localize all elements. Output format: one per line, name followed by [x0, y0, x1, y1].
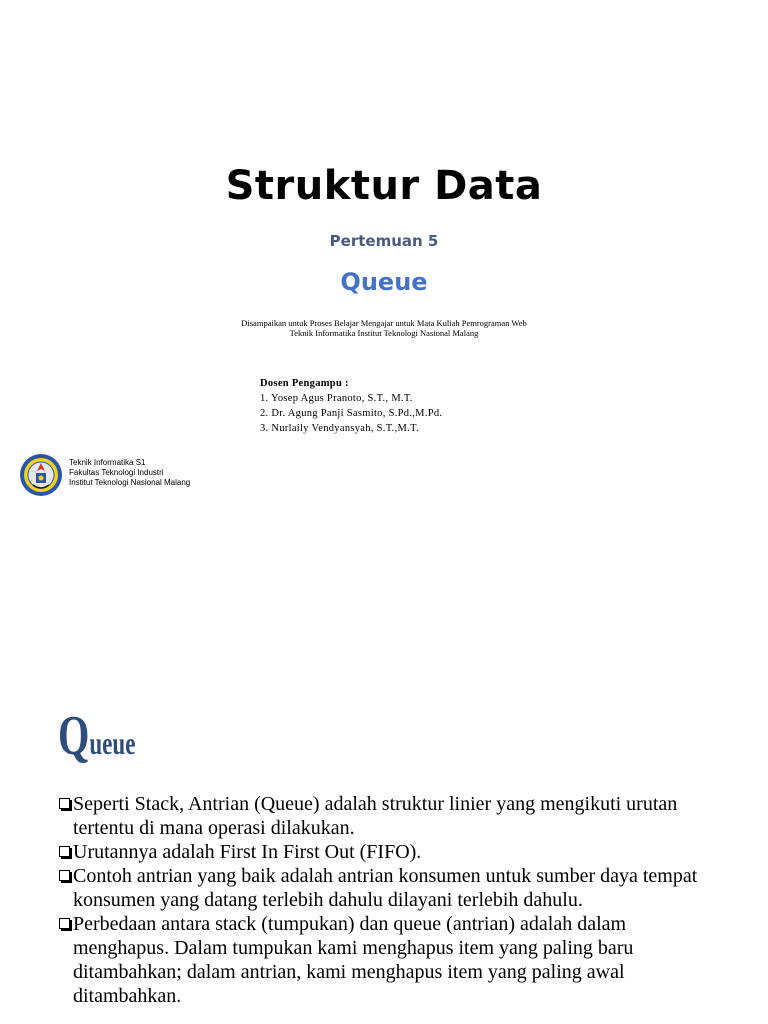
bullet-item — [59, 840, 719, 864]
subject-title: Queue — [340, 268, 428, 296]
bullet-item — [59, 864, 719, 912]
meeting-label: Pertemuan 5 — [329, 232, 439, 250]
lecturer-item: 1. Yosep Agus Pranoto, S.T., M.T. — [260, 393, 413, 404]
bullet-text: Perbedaan antara stack (tumpukan) dan queue (antrian) adalah dalam menghapus. Dalam tumpukan kami menghapus item yang paling baru ditambahkan; dalam antrian, kami menghapus item yang paling awal ditambahkan. — [73, 913, 634, 1007]
title-rest: ueue — [89, 725, 136, 761]
bullet-text: Seperti Stack, Antrian (Queue) adalah struktur linier yang mengikuti urutan tertentu di mana operasi dilakukan. — [73, 793, 678, 839]
bullet-item — [59, 912, 719, 1008]
checkbox-bullet-icon — [59, 798, 70, 809]
lecturer-item: 2. Dr. Agung Panji Sasmito, S.Pd.,M.Pd. — [260, 408, 443, 419]
description-line: Disampaikan untuk Proses Belajar Mengajar untuk Mata Kuliah Pemrograman Web — [241, 318, 527, 328]
institution-line: Fakultas Teknologi Industri — [69, 468, 164, 477]
queue-bullets — [59, 792, 719, 1008]
title-initial: Q — [58, 705, 90, 767]
course-description — [0, 318, 768, 338]
institution-line: Teknik Informatika S1 — [69, 458, 146, 467]
queue-slide — [0, 690, 768, 1024]
checkbox-bullet-icon — [59, 870, 70, 881]
checkbox-bullet-icon — [59, 918, 70, 929]
description-line: Teknik Informatika Institut Teknologi Nasional Malang — [289, 328, 479, 338]
lecturer-item: 3. Nurlaily Vendyansyah, S.T.,M.T. — [260, 423, 419, 434]
institution-block — [69, 458, 190, 488]
slide-title: Struktur Data — [225, 163, 543, 209]
lecturer-heading: Dosen Pengampu : — [260, 378, 349, 389]
lecturer-list — [260, 376, 442, 436]
bullet-item — [59, 792, 719, 840]
itn-malang-logo-icon — [19, 453, 63, 497]
bullet-text: Contoh antrian yang baik adalah antrian konsumen untuk sumber daya tempat konsumen yang datang terlebih dahulu dilayani terlebih dahulu. — [73, 865, 698, 911]
bullet-text: Urutannya adalah First In First Out (FIFO). — [73, 841, 422, 863]
checkbox-bullet-icon — [59, 846, 70, 857]
queue-slide-title — [58, 704, 135, 768]
institution-line: Institut Teknologi Nasional Malang — [69, 478, 191, 487]
